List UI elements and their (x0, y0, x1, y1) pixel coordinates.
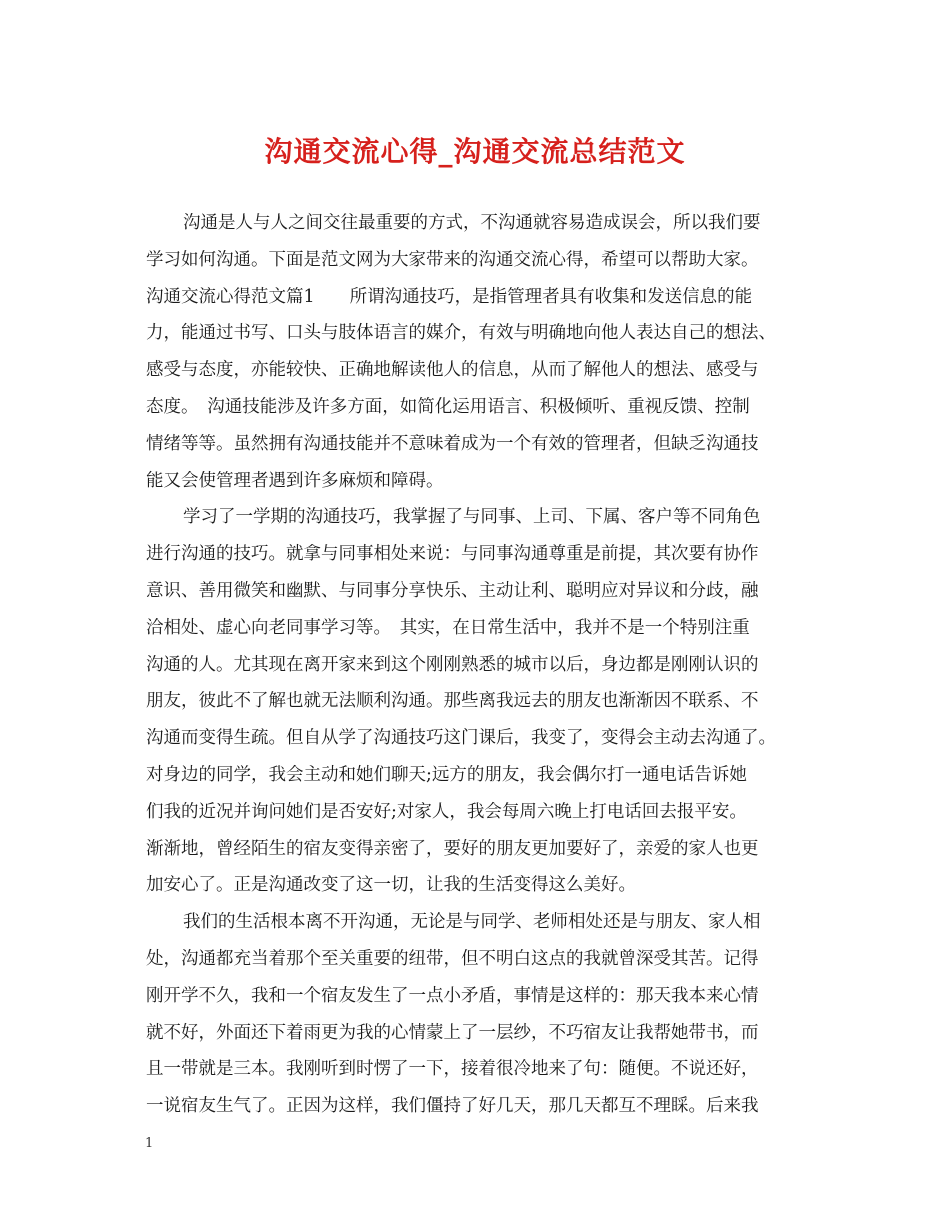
text-line: 沟通交流心得范文篇1 所谓沟通技巧，是指管理者具有收集和发送信息的能 (146, 286, 753, 307)
text-line: 情绪等等。虽然拥有沟通技能并不意味着成为一个有效的管理者，但缺乏沟通技 (146, 433, 759, 454)
text-line: 刚开学不久，我和一个宿友发生了一点小矛盾，事情是这样的：那天我本来心情 (146, 985, 759, 1006)
text-line: 沟通而变得生疏。但自从学了沟通技巧这门课后，我变了，变得会主动去沟通了。 (146, 728, 776, 749)
text-line: 学习如何沟通。下面是范文网为大家带来的沟通交流心得，希望可以帮助大家。 (146, 249, 759, 270)
text-line: 加安心了。正是沟通改变了这一切，让我的生活变得这么美好。 (146, 875, 636, 896)
text-line: 渐渐地，曾经陌生的宿友变得亲密了，要好的朋友更加要好了，亲爱的家人也更 (146, 838, 759, 859)
text-line: 感受与态度，亦能较快、正确地解读他人的信息，从而了解他人的想法、感受与 (146, 360, 759, 381)
text-line: 一说宿友生气了。正因为这样，我们僵持了好几天，那几天都互不理睬。后来我 (146, 1096, 759, 1117)
document-title: 沟通交流心得_沟通交流总结范文 (264, 135, 686, 168)
text-line: 朋友，彼此不了解也就无法顺利沟通。那些离我远去的朋友也渐渐因不联系、不 (146, 691, 759, 712)
text-line: 进行沟通的技巧。就拿与同事相处来说：与同事沟通尊重是前提，其次要有协作 (146, 544, 759, 565)
text-line: 处，沟通都充当着那个至关重要的纽带，但不明白这点的我就曾深受其苦。记得 (146, 948, 759, 969)
text-line: 就不好，外面还下着雨更为我的心情蒙上了一层纱，不巧宿友让我帮她带书，而 (146, 1022, 759, 1043)
text-line: 对身边的同学，我会主动和她们聊天;远方的朋友，我会偶尔打一通电话告诉她 (146, 764, 747, 785)
text-line: 态度。 沟通技能涉及许多方面，如简化运用语言、积极倾听、重视反馈、控制 (146, 396, 750, 417)
text-line: 们我的近况并询问她们是否安好;对家人，我会每周六晚上打电话回去报平安。 (146, 801, 747, 822)
document-body (146, 205, 816, 1125)
text-line: 力，能通过书写、口头与肢体语言的媒介，有效与明确地向他人表达自己的想法、 (146, 323, 776, 344)
text-line: 意识、善用微笑和幽默、与同事分享快乐、主动让利、聪明应对异议和分歧，融 (146, 580, 759, 601)
text-line: 我们的生活根本离不开沟通，无论是与同学、老师相处还是与朋友、家人相 (183, 912, 761, 933)
text-line: 能又会使管理者遇到许多麻烦和障碍。 (146, 470, 444, 491)
text-line: 沟通的人。尤其现在离开家来到这个刚刚熟悉的城市以后，身边都是刚刚认识的 (146, 654, 759, 675)
text-line: 且一带就是三本。我刚听到时愣了一下，接着很冷地来了句：随便。不说还好， (146, 1059, 759, 1080)
text-line: 洽相处、虚心向老同事学习等。 其实，在日常生活中，我并不是一个特别注重 (146, 617, 750, 638)
text-line: 学习了一学期的沟通技巧，我掌握了与同事、上司、下属、客户等不同角色 (183, 507, 761, 528)
text-line: 沟通是人与人之间交往最重要的方式，不沟通就容易造成误会，所以我们要 (183, 213, 761, 233)
page-number: 1 (145, 1136, 154, 1151)
